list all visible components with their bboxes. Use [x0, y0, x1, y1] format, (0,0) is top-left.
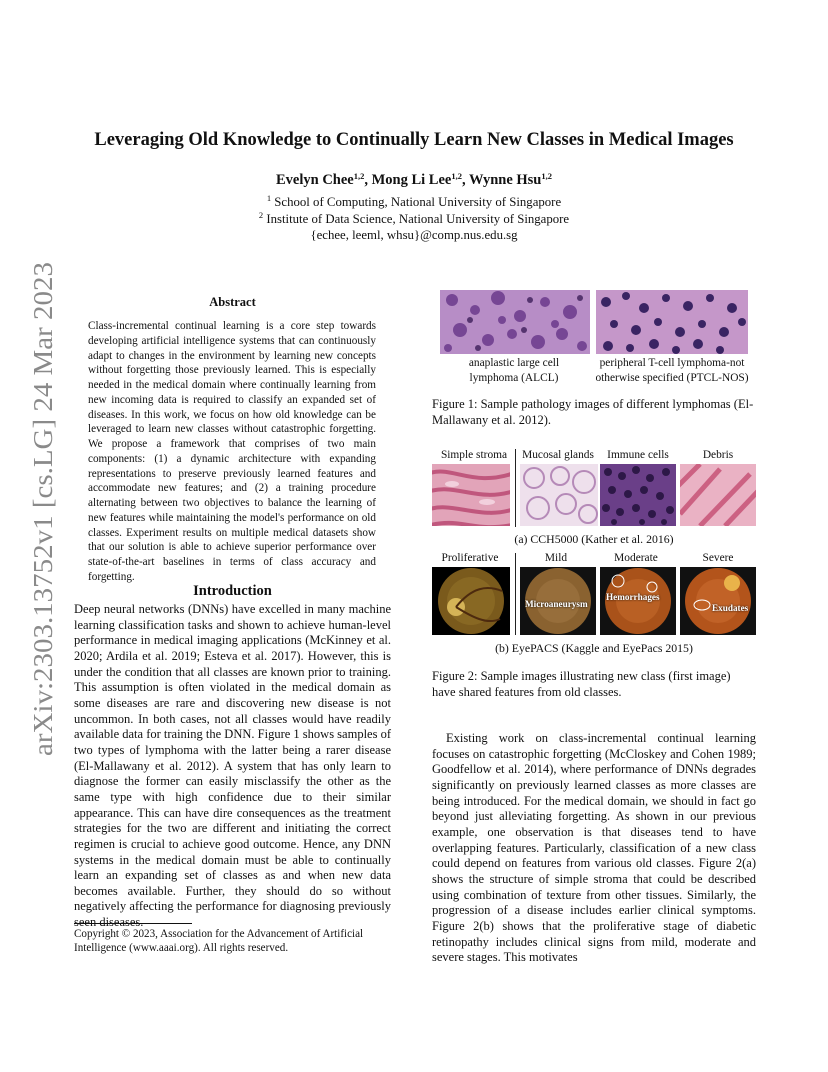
immune-cells-image [600, 464, 676, 526]
severe-fundus-image [680, 567, 756, 635]
author-emails: {echee, leeml, whsu}@comp.nus.edu.sg [310, 228, 518, 242]
copyright-notice: Copyright © 2023, Association for the Advancement of Artificial Intelligence (www.aaai.org). All rights reserved. [74, 928, 364, 955]
affiliation-2: Institute of Data Science, National University of Singapore [266, 211, 570, 226]
moderate-fundus-image [600, 567, 676, 635]
ptcl-cells-texture [596, 290, 748, 354]
figure-2a-separator [515, 449, 516, 527]
debris-image [680, 464, 756, 526]
affil-number: 2 [258, 209, 264, 220]
exudates-annotation: Exudates [712, 603, 749, 613]
abstract-body: Class-incremental continual learning is a core step towards developing artificial intelligence systems that can continuously adapt to changes in the environment by learning new concepts without forgetting those previously learned. This is especially needed in the medical domain where continually learning from new incoming data is required to classify an expanded set of diseases. In this work, we focus on how old knowledge can be leveraged to learn new classes without catastrophic forgetting. We propose a framework that comprises of two main components: (1) a dynamic architecture with expanding representations to preserve previously learned features and accommodate new features; and (2) a training procedure alternating between two objectives to balance the learning of new features while maintaining the model's performance on old classes. Experiment results on multiple medical datasets show that our solution is able to achieve superior performance over state-of-the-art baselines in terms of class accuracy and forgetting. [88, 320, 376, 583]
proliferative-fundus [432, 567, 510, 635]
alcl-label: anaplastic large cell lymphoma (ALCL) [468, 357, 560, 384]
tissue-label-simple-stroma: Simple stroma [440, 449, 508, 461]
footnote-rule [74, 923, 192, 924]
figure-2 [432, 447, 756, 655]
debris-texture [680, 464, 756, 526]
affiliation-1: School of Computing, National University of Singapore [274, 195, 562, 209]
dr-label-mild: Mild [544, 552, 568, 564]
dr-label-proliferative: Proliferative [441, 552, 499, 564]
related-work-paragraph: Existing work on class-incremental continual learning focuses on catastrophic forgetting (McCloskey and Cohen 1989; Goodfellow et al. 2014), where performance of DNNs degrades significantly on previously learned classes as more classes are being introduced. For the medical domain, we should in fact go beyond just alleviating forgetting. As shown in our previous example, one observation is that diseases tend to have overlapping features. Particularly, classification of a new class could depend on features from various old classes. Figure 2(a) shows the structure of simple stroma that could be described using combination of texture from other tissues. Similarly, the progression of a disease includes earlier clinical symptoms. Figure 2(b) shows that the proliferative stage of diabetic retinopathy includes clinical signs from mild, moderate and severe stages. This motivates [432, 731, 756, 965]
stroma-texture [432, 464, 510, 526]
ptcl-label: peripheral T-cell lymphoma-not otherwise specified (PTCL-NOS) [595, 357, 749, 384]
author-list: Evelyn Chee$^{1,2}$, Mong Li Lee$^{1,2}$, Wynne Hsu$^{1,2}$ [276, 171, 552, 188]
introduction-body: Deep neural networks (DNNs) have excelled in many machine learning classification tasks and shown to achieve human-level performance in medical imaging applications (McKinney et al. 2020; Ardila et al. 2019; Esteva et al. 2017). However, this is under the condition that all classes are known prior to training. This assumption is often violated in the medical domain as some diseases are rare and discovering new disease is not uncommon. In both cases, not all classes would have readily available data for training the DNN. Figure 1 shows samples of two types of lymphoma with the latter being a rarer disease (El-Mallawany et al. 2012). A system that has only learn to diagnose the former can easily misclassify the other as the same type with high confidence due to their similar appearance. This can have dire consequences as the treatment strategies for the two are different and initiating the correct regimen is crucial to achieve good outcome. Hence, any DNN systems in the medical domain must be able to continually learn an expanding set of classes as and when new data becomes available. Further, they should do so without negatively affecting the performance for diagnosing previously seen diseases. [74, 602, 391, 930]
tissue-label-mucosal-glands: Mucosal glands [522, 449, 594, 461]
simple-stroma-image [432, 464, 510, 526]
figure-1-caption: Figure 1: Sample pathology images of different lymphomas (El-Mallawany et al. 2012). [432, 397, 754, 427]
hemorrhages-annotation: Hemorrhages [606, 592, 660, 602]
author-name: Mong Li Lee [371, 172, 452, 188]
affiliations [40, 194, 788, 244]
alcl-pathology-image [440, 290, 590, 354]
abstract-heading: Abstract [209, 295, 256, 309]
arxiv-identifier-stamp [16, 258, 62, 758]
figure-2a-caption: (a) CCH5000 (Kather et al. 2016) [514, 532, 674, 546]
affil-number: 1 [266, 193, 272, 203]
author-name: Evelyn Chee [276, 172, 354, 188]
proliferative-fundus-image [432, 567, 510, 635]
dr-label-severe: Severe [702, 552, 734, 564]
tissue-label-immune-cells: Immune cells [607, 449, 669, 461]
introduction-heading: Introduction [193, 583, 272, 599]
immune-texture [600, 464, 676, 526]
mild-fundus-image [520, 567, 596, 635]
paper-title: Leveraging Old Knowledge to Continually Learn New Classes in Medical Images [94, 130, 734, 150]
alcl-cells-texture [440, 290, 590, 354]
author-affil-marker: 1,2 [451, 171, 462, 181]
mucosal-glands-image [520, 464, 598, 526]
mucosal-texture [520, 464, 598, 526]
severe-fundus [680, 567, 756, 635]
tissue-label-debris: Debris [702, 449, 734, 461]
author-name: Wynne Hsu [468, 172, 542, 188]
figure-2-caption: Figure 2: Sample images illustrating new class (first image) have shared features from old classes. [432, 669, 731, 699]
ptcl-pathology-image [596, 290, 748, 354]
arxiv-stamp-text: arXiv:2303.13752v1 [cs.LG] 24 Mar 2023 [28, 295, 58, 756]
microaneurysm-annotation: Microaneurysm [525, 599, 588, 609]
author-affil-marker: 1,2 [353, 171, 365, 181]
dr-label-moderate: Moderate [614, 552, 658, 564]
figure-2b-caption: (b) EyePACS (Kaggle and EyePacs 2015) [495, 641, 693, 655]
author-affil-marker: 1,2 [541, 171, 552, 181]
figure-2b-separator [515, 553, 516, 635]
